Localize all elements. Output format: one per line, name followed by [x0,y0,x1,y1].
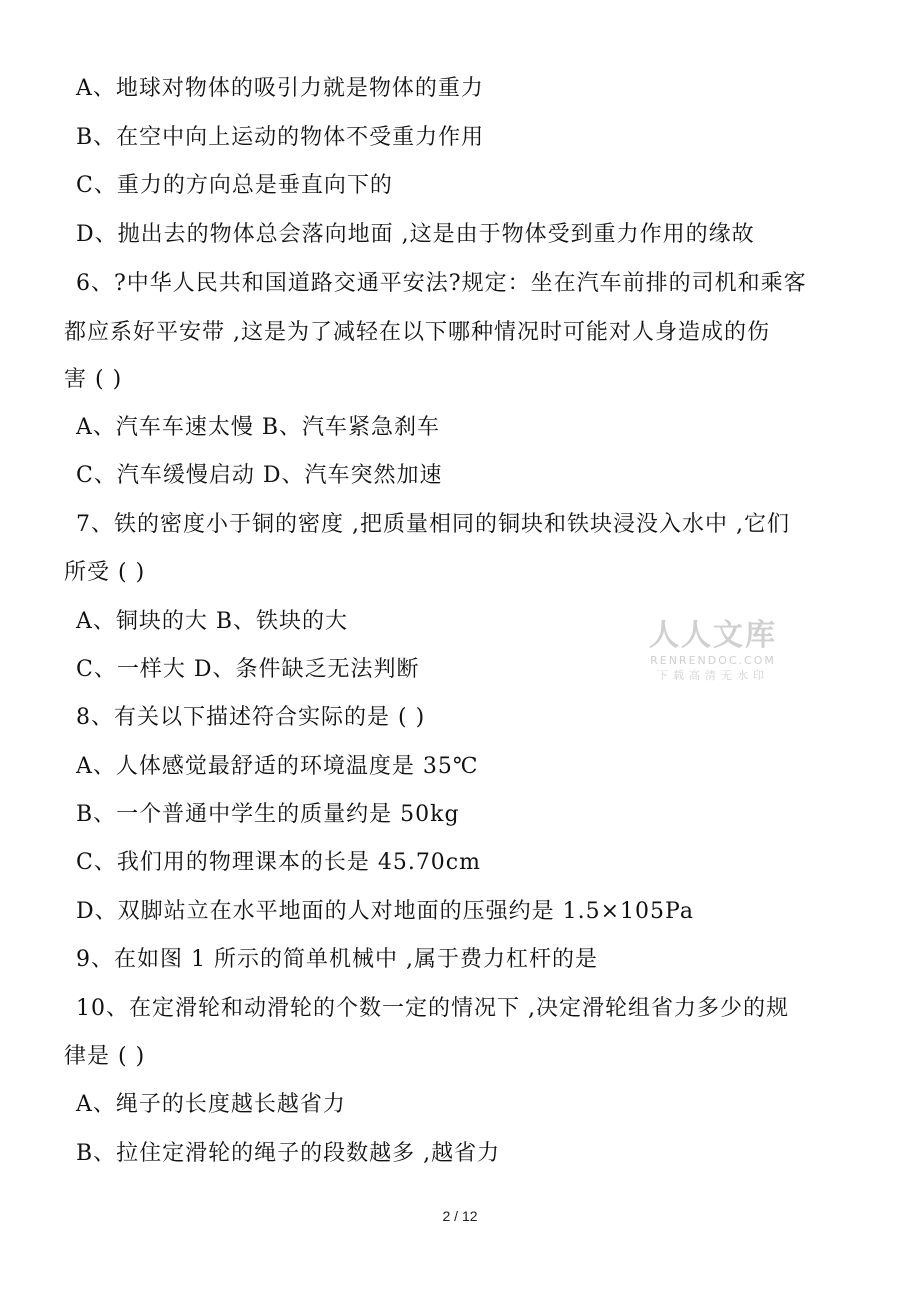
text-line: B、在空中向上运动的物体不受重力作用 [76,125,485,150]
text-line: 所受 ( ) [64,560,146,585]
text-line: 7、铁的密度小于铜的密度 ,把质量相同的铜块和铁块浸没入水中 ,它们 [76,512,790,537]
text-line: 6、?中华人民共和国道路交通平安法?规定：坐在汽车前排的司机和乘客 [76,271,807,296]
text-line: 都应系好平安带 ,这是为了减轻在以下哪种情况时可能对人身造成的伤 [64,320,770,345]
text-line: A、人体感觉最舒适的环境温度是 35℃ [76,754,479,779]
text-line: A、绳子的长度越长越省力 [76,1092,346,1117]
text-line: B、一个普通中学生的质量约是 50kg [76,802,460,827]
text-line: A、铜块的大 B、铁块的大 [76,609,349,634]
text-line: A、汽车车速太慢 B、汽车紧急刹车 [76,415,441,440]
text-line: 8、有关以下描述符合实际的是 ( ) [76,705,426,730]
page-number: 2 / 12 [442,1208,478,1224]
text-line: C、重力的方向总是垂直向下的 [76,173,393,198]
watermark-title: 人人文库 [649,618,777,653]
watermark-logo [638,618,788,684]
text-line: C、我们用的物理课本的长是 45.70cm [76,850,481,875]
text-line: A、地球对物体的吸引力就是物体的重力 [76,76,484,101]
text-line: 害 ( ) [64,367,123,392]
text-line: C、汽车缓慢启动 D、汽车突然加速 [76,463,443,488]
text-line: C、一样大 D、条件缺乏无法判断 [76,657,420,682]
text-line: 9、在如图 1 所示的简单机械中 ,属于费力杠杆的是 [76,947,598,972]
text-line: 10、在定滑轮和动滑轮的个数一定的情况下 ,决定滑轮组省力多少的规 [76,996,789,1021]
watermark-subtitle: 下载高清无水印 [657,669,769,682]
text-line: D、抛出去的物体总会落向地面 ,这是由于物体受到重力作用的缘故 [76,222,755,247]
text-line: D、双脚站立在水平地面的人对地面的压强约是 1.5×105Pa [76,899,694,924]
watermark-url: RENRENDOC.COM [650,654,776,667]
text-line: 律是 ( ) [64,1044,146,1069]
text-line: B、拉住定滑轮的绳子的段数越多 ,越省力 [76,1141,501,1166]
